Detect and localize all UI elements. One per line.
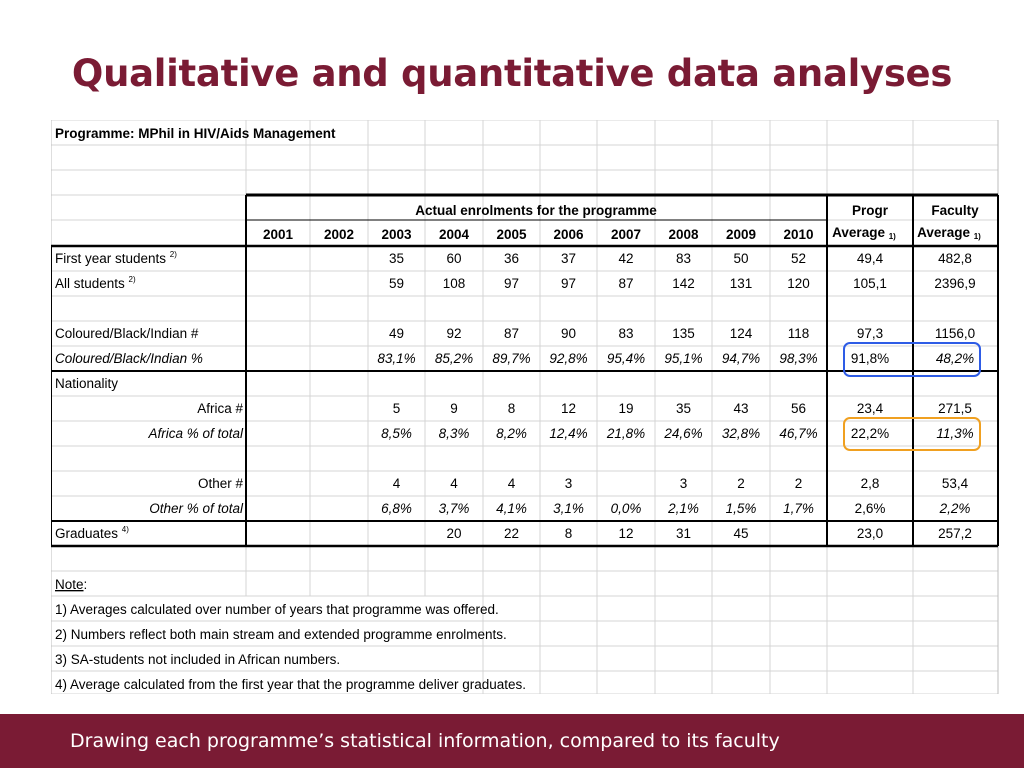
faculty-average-cell: 482,8 (938, 251, 972, 266)
row-label: Other # (197, 476, 243, 491)
data-cell: 92 (446, 326, 462, 341)
footnote-line: 2) Numbers reflect both main stream and extended programme enrolments. (55, 627, 507, 642)
data-cell: 4 (507, 476, 516, 491)
progr-average-cell: 91,8% (850, 351, 890, 366)
row-label: All students $^{2)}$ (55, 275, 136, 291)
footer-caption: Drawing each programme’s statistical information, compared to its faculty (70, 730, 780, 752)
data-cell: 45 (733, 526, 749, 541)
data-cell: 1,7% (783, 501, 814, 516)
data-cell: 97 (503, 276, 520, 291)
data-cell: 4,1% (496, 501, 527, 516)
year-header: 2009 (725, 227, 757, 242)
data-cell: 8,2% (496, 426, 527, 441)
data-cell: 12 (560, 401, 577, 416)
data-cell: 3,7% (438, 501, 470, 516)
data-cell: 1,5% (725, 501, 757, 516)
faculty-head-line2: Average 1) (917, 225, 981, 241)
data-cell: 52 (790, 251, 807, 266)
year-header: 2006 (553, 227, 584, 242)
data-cell: 9 (450, 401, 458, 416)
data-cell: 2,1% (668, 501, 699, 516)
programme-label: Programme: MPhil in HIV/Aids Management (55, 126, 336, 141)
row-label: Nationality (55, 376, 119, 391)
year-header: 2008 (668, 227, 699, 242)
footer-bar (0, 714, 1024, 768)
footnote-line: 4) Average calculated from the first year that the programme deliver graduates. (55, 677, 526, 692)
data-cell: 36 (503, 251, 520, 266)
data-cell: 98,3% (779, 351, 818, 366)
data-cell: 8,3% (438, 426, 470, 441)
data-cell: 83 (618, 326, 634, 341)
data-cell: 2 (737, 476, 745, 491)
faculty-average-cell: 53,4 (941, 476, 969, 491)
data-cell: 43 (733, 401, 749, 416)
year-header: 2005 (496, 227, 527, 242)
data-cell: 31 (675, 526, 692, 541)
progr-average-cell: 105,1 (853, 276, 887, 291)
progr-average-cell: 23,4 (856, 401, 884, 416)
header-group-label: Actual enrolments for the programme (415, 203, 657, 218)
note-header (55, 577, 87, 592)
progr-average-cell: 2,6% (854, 501, 886, 516)
faculty-average-cell: 11,3% (936, 426, 974, 441)
data-cell: 35 (388, 251, 405, 266)
data-cell: 46,7% (779, 426, 818, 441)
progr-average-cell: 49,4 (856, 251, 884, 266)
data-cell: 87 (503, 326, 520, 341)
note-colon: : (83, 577, 88, 592)
data-cell: 42 (618, 251, 634, 266)
data-cell: 97 (560, 276, 577, 291)
data-cell: 19 (618, 401, 634, 416)
progr-average-cell: 23,0 (856, 526, 884, 541)
data-cell: 89,7% (492, 351, 531, 366)
data-cell: 142 (672, 276, 695, 291)
row-label: First year students $^{2)}$ (55, 250, 177, 266)
data-cell: 3,1% (553, 501, 584, 516)
data-cell: 135 (672, 326, 695, 341)
data-cell: 4 (450, 476, 458, 491)
row-label: Africa # (197, 401, 243, 416)
data-cell: 3 (679, 476, 688, 491)
row-label: Graduates $^{4)}$ (55, 525, 129, 541)
data-cell: 108 (442, 276, 466, 291)
year-header: 2010 (783, 227, 814, 242)
footnote-line: 3) SA-students not included in African numbers. (55, 652, 341, 667)
data-cell: 32,8% (721, 426, 761, 441)
data-cell: 6,8% (381, 501, 412, 516)
data-cell: 50 (733, 251, 749, 266)
year-header: 2002 (323, 227, 355, 242)
data-cell: 87 (618, 276, 634, 291)
footnote-line: 1) Averages calculated over number of years that programme was offered. (55, 602, 499, 617)
data-cell: 0,0% (610, 501, 642, 516)
faculty-average-cell: 271,5 (938, 401, 972, 416)
faculty-average-cell: 2,2% (939, 501, 971, 516)
faculty-head-line1: Faculty (931, 203, 979, 218)
data-cell: 35 (675, 401, 692, 416)
data-cell: 2 (794, 476, 803, 491)
faculty-average-cell: 257,2 (938, 526, 972, 541)
data-cell: 94,7% (721, 351, 761, 366)
year-header: 2007 (610, 227, 642, 242)
row-label-footnote: 2) (169, 250, 177, 259)
data-cell: 49 (388, 326, 405, 341)
progr-average-cell: 97,3 (856, 326, 884, 341)
data-cell: 12,4% (549, 426, 588, 441)
progr-head-line1: Progr (851, 203, 889, 218)
row-label-footnote: 4) (121, 525, 129, 534)
row-label: Other % of total (149, 501, 243, 516)
data-cell: 90 (560, 326, 577, 341)
data-cell: 4 (392, 476, 401, 491)
data-cell: 83 (675, 251, 692, 266)
data-cell: 8,5% (381, 426, 412, 441)
spreadsheet (51, 120, 999, 694)
data-cell: 21,8% (606, 426, 646, 441)
footnote-mark: 1) (888, 232, 896, 241)
data-cell: 83,1% (377, 351, 416, 366)
faculty-average-cell: 2396,9 (934, 276, 976, 291)
year-header: 2004 (438, 227, 470, 242)
spreadsheet-grid (51, 120, 999, 694)
data-cell: 118 (787, 326, 810, 341)
data-cell: 120 (787, 276, 810, 291)
data-cell: 8 (507, 401, 516, 416)
data-cell: 20 (446, 526, 462, 541)
data-cell: 124 (729, 326, 753, 341)
data-cell: 131 (729, 276, 753, 291)
data-cell: 24,6% (664, 426, 703, 441)
data-cell: 3 (564, 476, 573, 491)
faculty-average-cell: 48,2% (935, 351, 975, 366)
slide-title: Qualitative and quantitative data analyses (71, 52, 953, 95)
data-cell: 5 (392, 401, 401, 416)
data-cell: 60 (446, 251, 462, 266)
faculty-average-cell: 1156,0 (934, 326, 976, 341)
data-cell: 95,1% (664, 351, 703, 366)
progr-average-cell: 2,8 (860, 476, 880, 491)
data-cell: 37 (560, 251, 577, 266)
note-label: Note (55, 577, 84, 592)
progr-average-cell: 22,2% (850, 426, 890, 441)
row-label-footnote: 2) (128, 275, 136, 284)
data-cell: 56 (790, 401, 807, 416)
year-header: 2001 (262, 227, 294, 242)
data-cell: 85,2% (434, 351, 474, 366)
data-cell: 12 (618, 526, 634, 541)
data-cell: 59 (388, 276, 405, 291)
year-header: 2003 (381, 227, 412, 242)
row-label: Coloured/Black/Indian % (55, 351, 203, 366)
data-cell: 95,4% (606, 351, 646, 366)
data-cell: 22 (503, 526, 520, 541)
row-label: Coloured/Black/Indian # (55, 326, 199, 341)
progr-head-line2: Average 1) (832, 225, 896, 241)
data-cell: 92,8% (549, 351, 588, 366)
data-cell: 8 (564, 526, 573, 541)
footnote-mark: 1) (973, 232, 981, 241)
row-label: Africa % of total (148, 426, 243, 441)
